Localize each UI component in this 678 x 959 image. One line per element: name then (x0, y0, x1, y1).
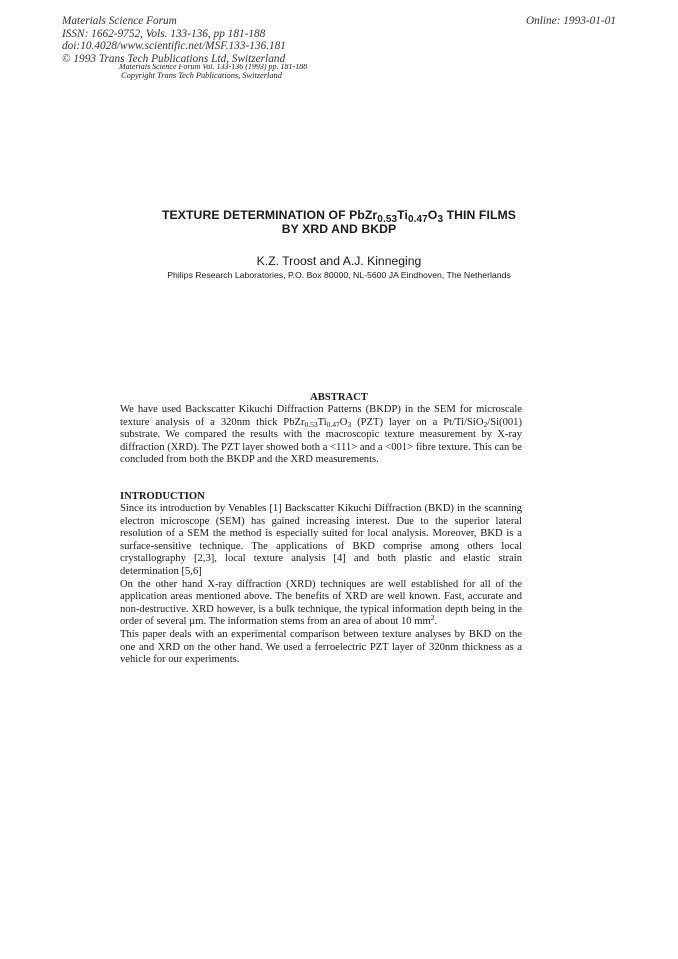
abstract-heading: ABSTRACT (310, 392, 368, 403)
intro-paragraph-2: On the other hand X-ray diffraction (XRD) techniques are well established for all of the application areas mentioned above. The benefits of XRD are well known. Fast, accurate and non-destructive. XRD however, is a bulk technique, the typical information depth being in the order of several µm. The information stems from an area of about 10 $mm^2$. (120, 578, 522, 628)
introduction-text (120, 503, 522, 667)
affiliation: Philips Research Laboratories, P.O. Box 80000, NL-5600 JA Eindhoven, The Netherlands (167, 270, 511, 280)
online-date: Online: 1993-01-01 (525, 15, 616, 27)
intro-paragraph-3: This paper deals with an experimental comparison between texture analyses by BKD on the one and XRD on the other hand. We used a ferroelectric PZT layer of 320nm thickness as a vehicle for our experiments. (120, 628, 522, 666)
journal-name: Materials Science Forum (62, 15, 177, 27)
abstract-text: We have used Backscatter Kikuchi Diffraction Patterns (BKDP) in the SEM for microscale texture analysis of a 320nm thick $PbZr_{0.53}Ti_{0.47}O_3$ (PZT) layer on a Pt/Ti/SiO$_2$/Si(001) substrate. We compared the results with the macroscopic texture measurement by X-ray diffraction (XRD). The PZT layer showed both a <111> and a <001> fibre texture. This can be concluded from both the BKDP and the XRD measurements. (120, 404, 522, 466)
original-journal-line: Materials Science Forum Vol. 133-136 (1993) pp. 181-188 (119, 64, 308, 71)
paper-title: TEXTURE DETERMINATION OF $PbZr_{0.53}Ti_{0.47}O_3$ THIN FILMS BY XRD AND BKDP (162, 208, 516, 236)
intro-paragraph-1: Since its introduction by Venables [1] Backscatter Kikuchi Diffraction (BKD) in the scanning electron microscope (SEM) has gained increasing interest. Due to the superior lateral resolution of a SEM the method is especially suited for local analysis. Moreover, BKD is a surface-sensitive technique. The applications of BKD comprise among others local crystallography [2,3], local texture analysis [4] and both plastic and elastic strain determination [5,6] (120, 503, 522, 577)
original-copyright-line: Copyright Trans Tech Publications, Switzerland (121, 71, 282, 80)
doi-link[interactable]: doi:10.4028/www.scientific.net/MSF.133-136.181 (62, 40, 286, 52)
issn-line: ISSN: 1662-9752, Vols. 133-136, pp 181-188 (62, 27, 266, 40)
citation-block (62, 15, 286, 65)
copyright-line: © 1993 Trans Tech Publications Ltd, Switzerland (62, 52, 286, 65)
introduction-heading: INTRODUCTION (120, 491, 205, 502)
authors: K.Z. Troost and A.J. Kinneging (256, 254, 422, 268)
paper-title-line2: BY XRD AND BKDP (281, 222, 397, 236)
